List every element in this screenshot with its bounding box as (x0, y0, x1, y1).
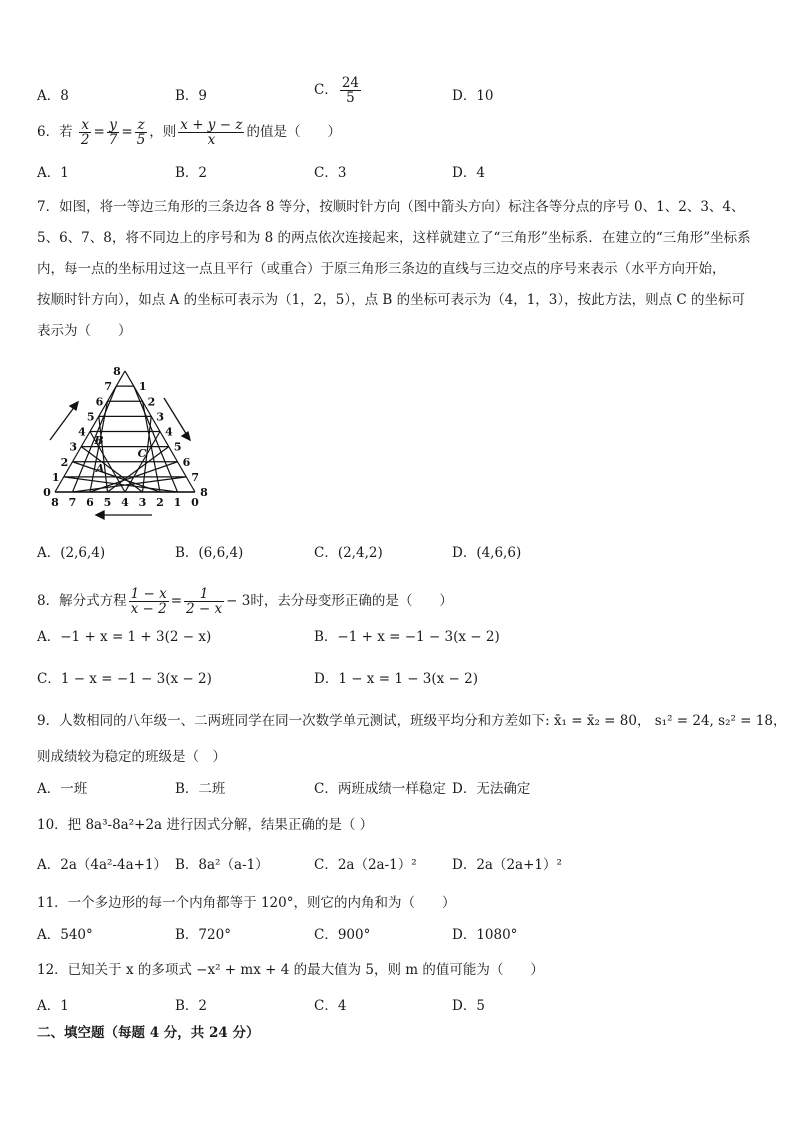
bottom-side-label: 1 (173, 496, 182, 509)
q5-option-c-denominator: 5 (346, 90, 355, 106)
point-label-c: C (137, 447, 147, 460)
left-side-label: 8 (113, 365, 121, 378)
q6-prefix: 6．若 (37, 124, 73, 140)
q12-option-d: D．5 (452, 998, 485, 1014)
right-side-label: 7 (191, 470, 200, 484)
q10-option-d: D．2a（2a+1）² (452, 857, 562, 873)
q9-option-a: A．一班 (37, 781, 88, 797)
q5-option-d: D．10 (452, 88, 494, 104)
right-side-label: 6 (182, 455, 191, 469)
q7-option-b: B．(6,6,4) (175, 545, 244, 561)
right-side-label: 3 (156, 410, 165, 424)
left-side-label: 0 (43, 486, 51, 499)
q12-option-b: B．2 (175, 998, 208, 1014)
left-side-label: 2 (60, 455, 69, 469)
q5-option-c-fraction (340, 76, 361, 105)
q6-f3-num: z (135, 118, 148, 133)
q9-option-d: D．无法确定 (452, 781, 531, 797)
q8-tail: − 3时，去分母变形正确的是（ ） (226, 593, 453, 609)
q6-f3-den: 5 (136, 132, 146, 148)
q7-line-5: 表示为（ ） (37, 323, 132, 339)
q10-option-a: A．2a（4a²-4a+1） (37, 857, 168, 873)
arrow-left-head (70, 402, 78, 410)
q8-f2-num: 1 (184, 587, 224, 602)
q11-option-a: A．540° (37, 927, 93, 943)
q6-option-a: A．1 (37, 165, 69, 181)
q6-option-d: D．4 (452, 165, 485, 181)
q12-option-c: C．4 (314, 998, 347, 1014)
q6-eq2: = (121, 124, 133, 140)
q6-suffix: 的值是（ ） (246, 124, 341, 140)
q11-option-b: B．720° (175, 927, 231, 943)
triangle-coordinate-figure (30, 360, 220, 525)
grid-line-falling (134, 386, 178, 492)
q5-option-c-prefix: C． (314, 82, 338, 98)
q12-stem: 12．已知关于 x 的多项式 −x² + mx + 4 的最大值为 5，则 m 的值可能为（ ） (37, 962, 544, 978)
bottom-side-label: 2 (156, 496, 164, 509)
q9-line-1: 9．人数相同的八年级一、二两班同学在同一次数学单元测试，班级平均分和方差如下: x̄₁ = x̄₂ = 80， s₁² = 24, s₂² = 18， (37, 713, 787, 729)
q8-prefix: 8．解分式方程 (37, 593, 127, 609)
q6-f2-num: y (107, 118, 120, 133)
grid-line-rising (81, 447, 142, 492)
q5-option-c-numerator: 24 (341, 75, 360, 91)
q6-f1-num: x (79, 118, 92, 133)
q9-option-b: B．二班 (175, 781, 226, 797)
bottom-side-label: 5 (103, 496, 112, 509)
right-side-label: 4 (165, 425, 173, 439)
left-side-label: 3 (69, 440, 78, 454)
q6-f2-den: 7 (108, 132, 118, 148)
point-label-a: A (95, 462, 105, 475)
q5-option-c (314, 76, 363, 105)
q12-option-a: A．1 (37, 998, 69, 1014)
q8-option-d: D．1 − x = 1 − 3(x − 2) (314, 671, 479, 687)
q7-line-4: 按顺时针方向），如点 A 的坐标可表示为（1，2，5），点 B 的坐标可表示为（4，1，3），按此方法，则点 C 的坐标可 (37, 292, 746, 308)
q6-fraction-2 (107, 118, 120, 147)
q8-eq: = (170, 593, 183, 609)
left-side-label: 4 (78, 425, 86, 439)
q10-stem: 10．把 8a³-8a²+2a 进行因式分解，结果正确的是（ ） (37, 817, 374, 833)
grid-line-rising (64, 477, 178, 492)
q8-fraction-2 (184, 587, 224, 616)
q9-option-c: C．两班成绩一样稳定 (314, 781, 446, 797)
left-side-label: 6 (95, 395, 104, 409)
q6-fraction-3 (135, 118, 148, 147)
bottom-side-label: 3 (138, 496, 147, 509)
q6-fraction-1 (79, 118, 92, 147)
q6-option-c: C．3 (314, 165, 347, 181)
q6-fraction-4 (178, 118, 244, 147)
arrow-right-head (182, 432, 190, 440)
left-side-label: 7 (104, 380, 113, 394)
q9-line-2: 则成绩较为稳定的班级是（ ） (37, 749, 226, 765)
bottom-side-label: 8 (51, 496, 59, 509)
q6-f4-num: x + y − z (180, 117, 243, 133)
q11-stem: 11．一个多边形的每一个内角都等于 120°，则它的内角和为（ ） (37, 895, 456, 911)
q7-line-3: 内，每一点的坐标用过这一点且平行（或重合）于原三角形三条边的直线与三边交点的序号来表示（水平方向开始， (37, 261, 726, 277)
q6-f4-den: x (207, 132, 216, 148)
q5-option-b: B．9 (175, 88, 208, 104)
point-label-b: B (94, 434, 104, 447)
q6-eq1: = (93, 124, 105, 140)
q8-stem (37, 587, 453, 616)
left-side-label: 5 (86, 410, 95, 424)
q10-option-b: B．8a²（a-1） (175, 857, 269, 873)
q6-option-b: B．2 (175, 165, 208, 181)
bottom-side-label: 0 (191, 496, 199, 509)
q6-f1-den: 2 (80, 132, 90, 148)
q7-option-a: A．(2,6,4) (37, 545, 106, 561)
q11-option-d: D．1080° (452, 927, 518, 943)
arrow-bottom-head (96, 511, 104, 519)
section-2-heading: 二、填空题（每题 4 分，共 24 分） (37, 1025, 260, 1041)
right-side-label: 1 (138, 380, 147, 394)
q6-then: ，则 (149, 124, 177, 140)
q11-option-c: C．900° (314, 927, 371, 943)
right-side-label: 2 (147, 395, 156, 409)
q5-option-a: A．8 (37, 88, 69, 104)
q8-option-b: B．−1 + x = −1 − 3(x − 2) (314, 629, 500, 645)
q8-f1-num: 1 − x (130, 586, 167, 602)
bottom-side-label: 4 (121, 496, 129, 509)
bottom-side-label: 6 (86, 496, 94, 509)
q8-f1-den: x − 2 (130, 601, 167, 617)
q7-option-d: D．(4,6,6) (452, 545, 522, 561)
q8-fraction-1 (129, 587, 169, 616)
bottom-side-label: 7 (68, 496, 77, 509)
q7-option-c: C．(2,4,2) (314, 545, 383, 561)
right-side-label: 8 (200, 486, 208, 499)
q7-line-1: 7．如图，将一等边三角形的三条边各 8 等分，按顺时针方向（图中箭头方向）标注各等分点的序号 0、1、2、3、4、 (37, 199, 745, 215)
q10-option-c: C．2a（2a-1）² (314, 857, 417, 873)
triangle-grid (55, 371, 195, 492)
left-side-label: 1 (51, 470, 60, 484)
q8-option-a: A．−1 + x = 1 + 3(2 − x) (37, 629, 212, 645)
q7-line-2: 5、6、7、8，将不同边上的序号和为 8 的两点依次连接起来，这样就建立了“三角形”坐标系．在建立的“三角形”坐标系 (37, 230, 751, 246)
right-side-label: 5 (173, 440, 182, 454)
q8-f2-den: 2 − x (186, 601, 223, 617)
q8-option-c: C．1 − x = −1 − 3(x − 2) (37, 671, 212, 687)
q6-stem (37, 118, 341, 147)
